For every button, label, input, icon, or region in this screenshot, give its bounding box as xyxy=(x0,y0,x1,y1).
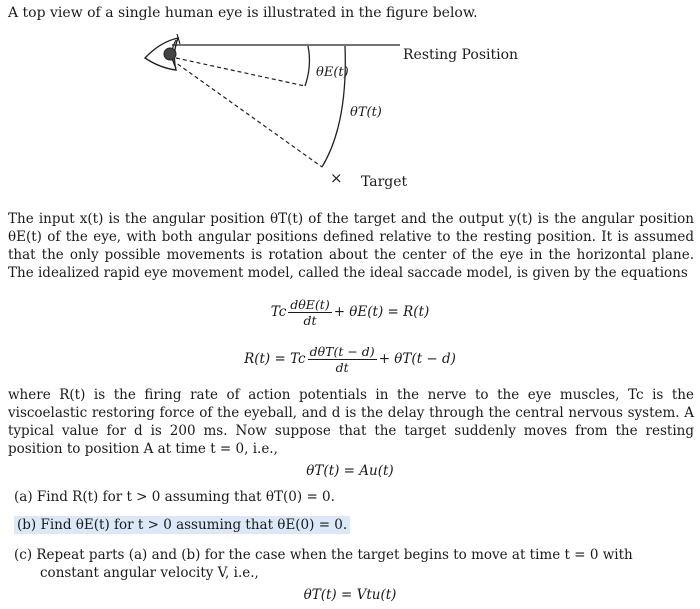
paragraph-1: The input x(t) is the angular position θT(t) of the target and the output y(t) is the angular position θE(t) of the eye, with both angular positions defined relative to the resting position. It is assumed that the only possible movements is rotation about the center of the eye in the horizontal plane. The idealized rapid eye movement model, called the ideal saccade model, is given by the equations xyxy=(8,211,694,281)
part-b-highlight: (b) Find θE(t) for t > 0 assuming that θE(0) = 0. xyxy=(14,516,350,534)
part-b xyxy=(14,516,694,534)
resting-position-label: Resting Position xyxy=(403,47,519,63)
equation-3: θT(t) = Au(t) xyxy=(306,463,394,479)
theta-e-arc xyxy=(305,46,309,86)
target-marker: × xyxy=(330,169,343,187)
target-line xyxy=(172,60,322,167)
intro-text: A top view of a single human eye is illustrated in the figure below. xyxy=(8,5,478,21)
target-label: Target xyxy=(361,174,408,190)
part-c-line-1: (c) Repeat parts (a) and (b) for the case when the target begins to move at time t = 0 with xyxy=(14,547,633,563)
paragraph-2: where R(t) is the firing rate of action potentials in the nerve to the eye muscles, Tc is the viscoelastic restoring force of the eyeball, and d is the delay through the central nervous system. A typical value for d is 200 ms. Now suppose that the target suddenly moves from the resting position to position A at time t = 0, i.e., xyxy=(8,387,694,457)
part-a: (a) Find R(t) for t > 0 assuming that θT(0) = 0. xyxy=(14,489,335,505)
part-c-line-2: constant angular velocity V, i.e., xyxy=(40,565,259,581)
equation-2: R(t) = Tc $\frac{\text{dθT(t − d)}}{dt}$ + θT(t − d) xyxy=(244,344,456,375)
equation-4: θT(t) = Vtu(t) xyxy=(303,587,397,603)
equation-1: Tc $\frac{\text{dθE(t)}}{dt}$ + θE(t) = R(t) xyxy=(270,297,430,328)
theta-t-label: θT(t) xyxy=(350,105,382,120)
eye-gaze-line xyxy=(176,58,305,86)
eye-diagram xyxy=(0,24,700,204)
eye-icon xyxy=(145,34,180,70)
part-c xyxy=(14,546,694,582)
theta-e-label: θE(t) xyxy=(316,65,349,80)
